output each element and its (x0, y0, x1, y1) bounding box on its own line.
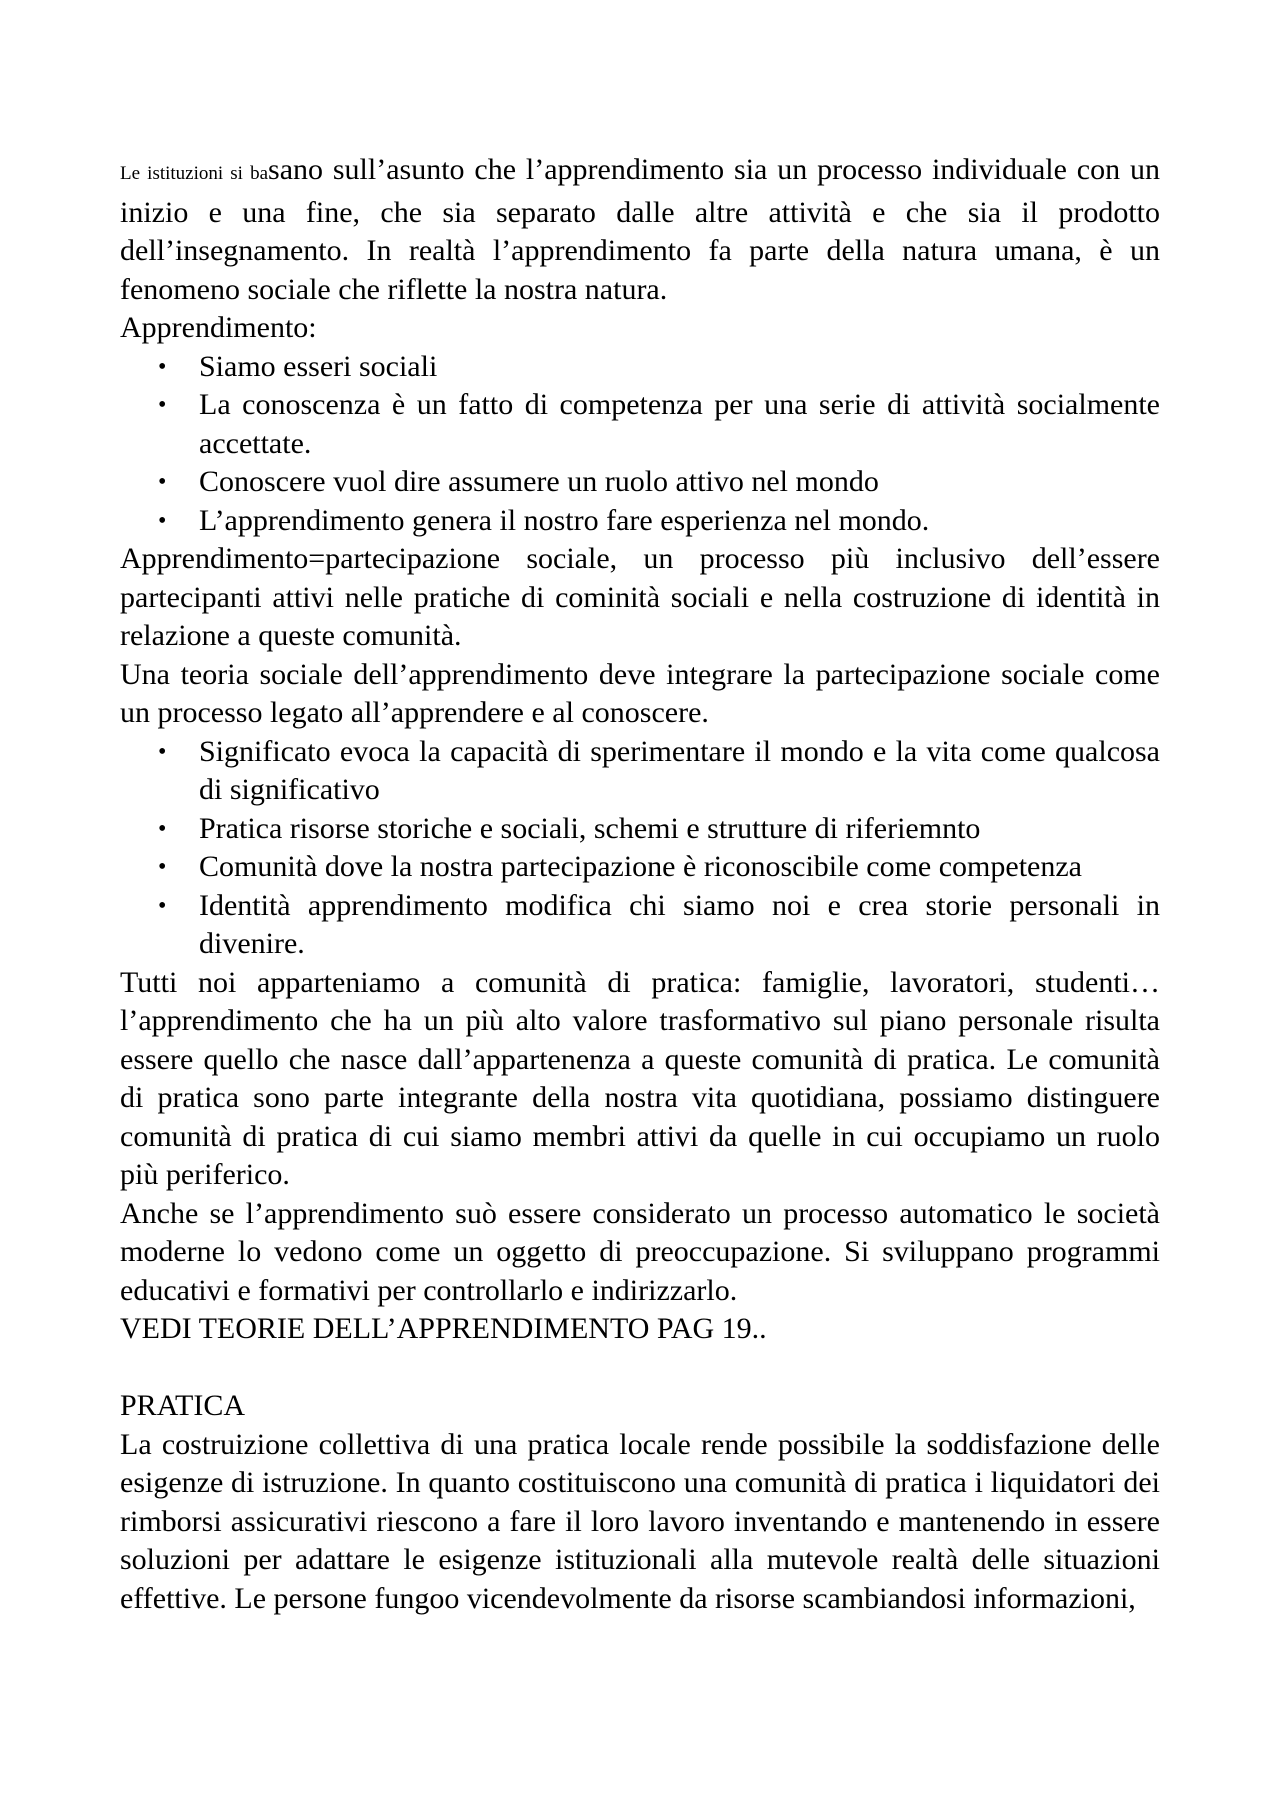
list-item (120, 463, 1160, 502)
list-item (120, 733, 1160, 810)
partecipazione-paragraph: Apprendimento=partecipazione sociale, un processo più inclusivo dell’essere partecipanti attivi nelle pratiche di cominità sociali e nella costruzione di identità in relazione a queste comunità. (120, 542, 1160, 652)
intro-paragraph (120, 151, 1160, 309)
bullet-list-2 (120, 733, 1160, 964)
list-item (120, 348, 1160, 387)
bullet-icon: • (158, 353, 167, 380)
comunita-paragraph: Tutti noi apparteniamo a comunità di pratica: famiglie, lavoratori, studenti… l’apprendimento che ha un più alto valore trasformativo sul piano personale risulta essere quello che nasce dall’appartenenza a queste comunità di pratica. Le comunità di pratica sono parte integrante della nostra vita quotidiana, possiamo distinguere comunità di pratica di cui siamo membri attivi da quelle in cui occupiamo un ruolo più periferico. (120, 965, 1160, 1191)
list-item-text: Conoscere vuol dire assumere un ruolo attivo nel mondo (199, 465, 879, 498)
list-item-text: Pratica risorse storiche e sociali, schemi e strutture di riferiemnto (199, 811, 981, 845)
bullet-icon: • (158, 738, 167, 765)
document-page (120, 151, 1160, 1618)
list-item (120, 502, 1160, 541)
list-item (120, 887, 1160, 964)
list-item-text: La conoscenza è un fatto di competenza per una serie di attività socialmente accettate. (199, 388, 1160, 460)
bullet-icon: • (158, 469, 167, 495)
list-item-text: Identità apprendimento modifica chi siamo noi e crea storie personali in divenire. (199, 888, 1160, 960)
bullet-icon: • (158, 854, 167, 880)
apprendimento-label: Apprendimento: (120, 311, 317, 344)
list-item-text: Significato evoca la capacità di sperimentare il mondo e la vita come qualcosa di significativo (199, 734, 1160, 806)
intro-small-prefix: Le istituzioni si ba (120, 163, 269, 184)
bullet-icon: • (158, 815, 167, 842)
list-item (120, 386, 1160, 463)
bullet-list-1 (120, 348, 1160, 541)
list-item-text: Siamo esseri sociali (199, 349, 438, 383)
list-item-text: L’apprendimento genera il nostro fare esperienza nel mondo. (199, 503, 930, 537)
intro-rest: sano sull’asunto che l’apprendimento sia un processo individuale con un inizio e una fine, che sia separato dalle altre attività e che sia il prodotto dell’insegnamento. In realtà l’apprendimento fa parte della natura umana, è un fenomeno sociale che riflette la nostra natura. (120, 153, 1160, 306)
list-item (120, 810, 1160, 849)
bullet-icon: • (158, 507, 167, 534)
blank-line (120, 1349, 1160, 1388)
list-item (120, 848, 1160, 887)
vedi-reference: VEDI TEORIE DELL’APPRENDIMENTO PAG 19.. (120, 1312, 767, 1345)
bullet-icon: • (158, 392, 167, 418)
teoria-paragraph: Una teoria sociale dell’apprendimento deve integrare la partecipazione sociale come un processo legato all’apprendere e al conoscere. (120, 657, 1160, 729)
bullet-icon: • (158, 892, 167, 919)
anche-paragraph: Anche se l’apprendimento suò essere considerato un processo automatico le società moderne lo vedono come un oggetto di preoccupazione. Si sviluppano programmi educativi e formativi per controllarlo e indirizzarlo. (120, 1196, 1160, 1307)
pratica-heading: PRATICA (120, 1389, 246, 1422)
list-item-text: Comunità dove la nostra partecipazione è riconoscibile come competenza (199, 850, 1082, 883)
pratica-paragraph: La costruizione collettiva di una pratica locale rende possibile la soddisfazione delle esigenze di istruzione. In quanto costituiscono una comunità di pratica i liquidatori dei rimborsi assicurativi riescono a fare il loro lavoro inventando e mantenendo in essere soluzioni per adattare le esigenze istituzionali alla mutevole realtà delle situazioni effettive. Le persone fungoo vicendevolmente da risorse scambiandosi informazioni, (120, 1427, 1160, 1615)
